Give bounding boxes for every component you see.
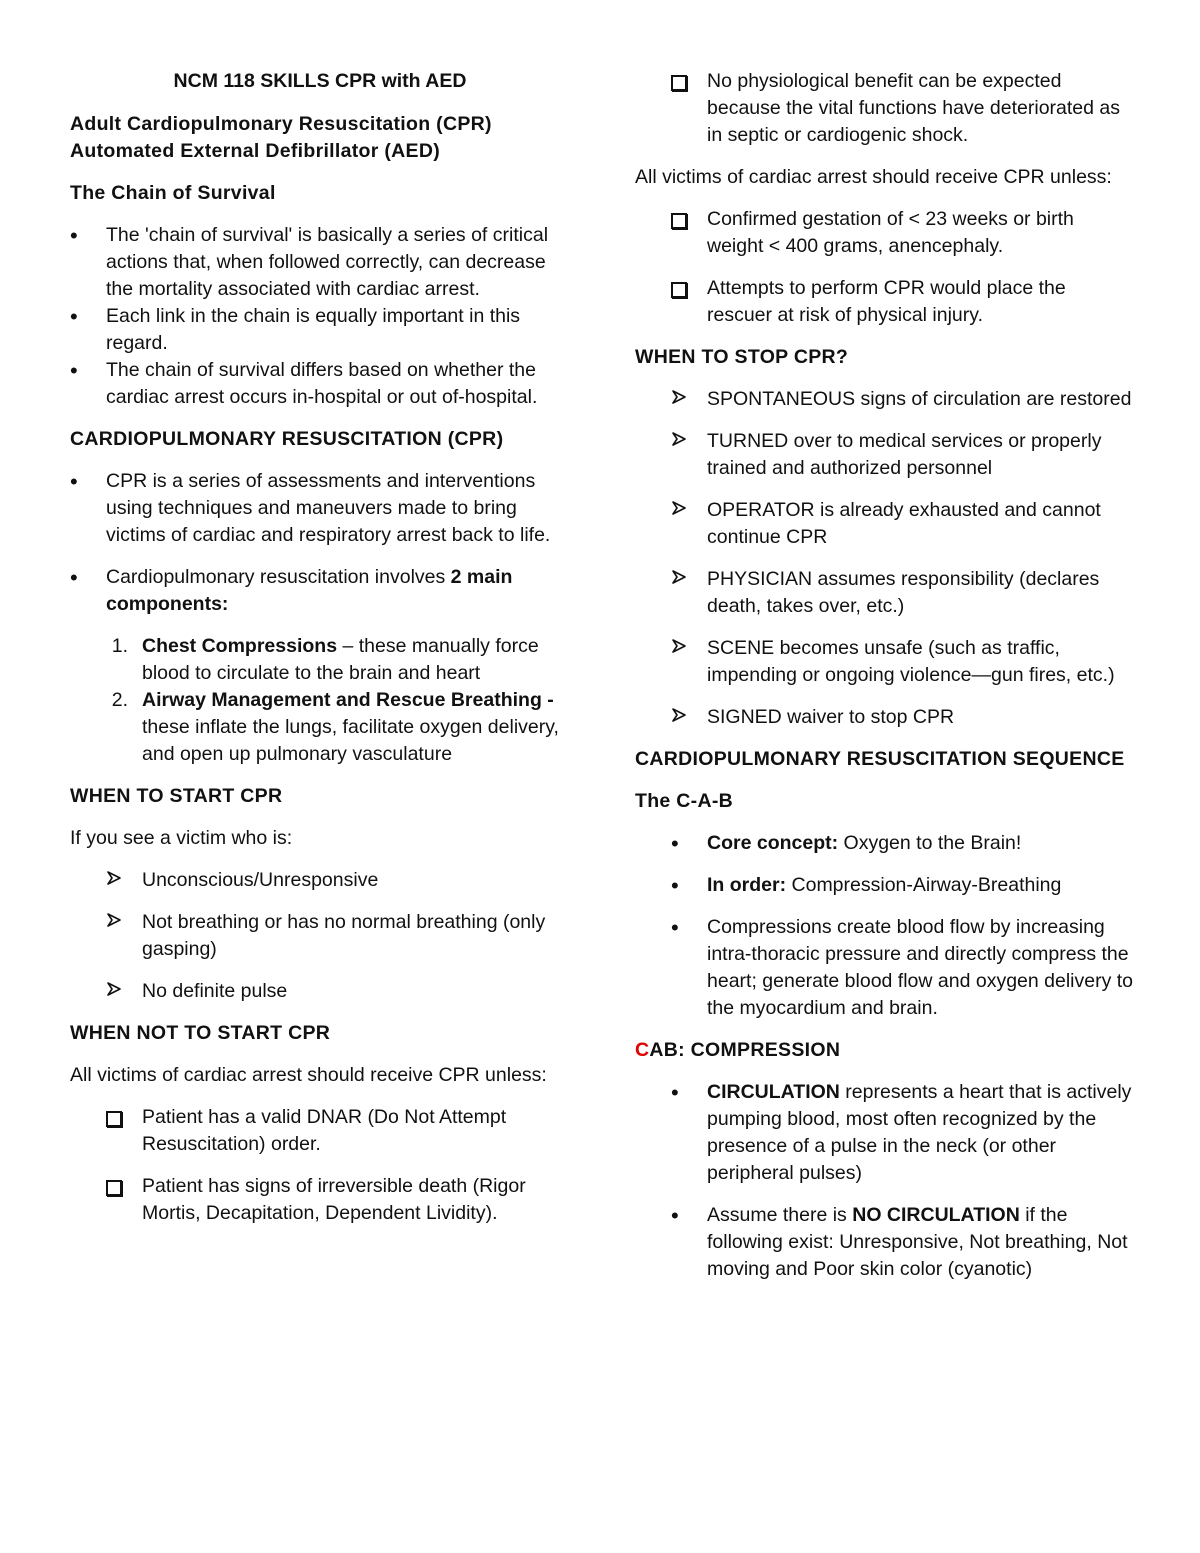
arrow-icon (106, 867, 134, 894)
list-item: No definite pulse (106, 978, 570, 1005)
checkbox-icon (671, 275, 699, 306)
subtitle-aed: Automated External Defibrillator (AED) (70, 140, 441, 162)
list-item: Not breathing or has no normal breathing (only gasping) (106, 909, 570, 963)
right-column (635, 68, 1135, 1283)
bullet-icon (70, 357, 98, 386)
list-item: • Cardiopulmonary resuscitation involves 2 main components: (70, 564, 570, 618)
list-item: • Each link in the chain is equally important in this regard. (70, 303, 570, 357)
list-item: Unconscious/Unresponsive (106, 867, 570, 894)
checkbox-icon (106, 1173, 134, 1204)
not-start-intro-2: All victims of cardiac arrest should receive CPR unless: (635, 166, 1112, 188)
list-item: 2. Airway Management and Rescue Breathing - these inflate the lungs, facilitate oxygen delivery, and open up pulmonary vasculature (111, 689, 559, 765)
arrow-icon (671, 635, 699, 662)
arrow-icon (671, 428, 699, 455)
arrow-icon (106, 978, 134, 1005)
list-item: • Core concept: Oxygen to the Brain! (671, 830, 1135, 857)
list-item: Patient has a valid DNAR (Do Not Attempt Resuscitation) order. (106, 1104, 570, 1158)
bullet-icon (671, 914, 699, 943)
bullet-icon (671, 1202, 699, 1231)
arrow-icon (671, 497, 699, 524)
bullet-icon (671, 1079, 699, 1108)
list-item: Patient has signs of irreversible death (Rigor Mortis, Decapitation, Dependent Lividity). (106, 1173, 570, 1227)
bullet-icon (671, 830, 699, 859)
arrow-icon (671, 386, 699, 413)
arrow-icon (671, 566, 699, 593)
list-item: TURNED over to medical services or properly trained and authorized personnel (671, 428, 1135, 482)
cpr-heading: CARDIOPULMONARY RESUSCITATION (CPR) (70, 428, 504, 450)
list-item: SCENE becomes unsafe (such as traffic, impending or ongoing violence—gun fires, etc.) (671, 635, 1135, 689)
left-column (70, 68, 570, 1227)
list-item: • The chain of survival differs based on whether the cardiac arrest occurs in-hospital or out of-hospital. (70, 357, 570, 411)
document-title: NCM 118 SKILLS CPR with AED (173, 70, 467, 92)
list-item: • CIRCULATION represents a heart that is actively pumping blood, most often recognized by the presence of a pulse in the neck (or other peripheral pulses) (671, 1079, 1135, 1187)
start-heading: WHEN TO START CPR (70, 785, 283, 807)
start-intro: If you see a victim who is: (70, 827, 293, 849)
bullet-icon (70, 468, 98, 497)
subtitle-cpr: Adult Cardiopulmonary Resuscitation (CPR) (70, 113, 492, 135)
stop-heading: WHEN TO STOP CPR? (635, 346, 849, 368)
list-item: No physiological benefit can be expected because the vital functions have deteriorated as in septic or cardiogenic shock. (671, 68, 1135, 149)
sequence-heading: CARDIOPULMONARY RESUSCITATION SEQUENCE (635, 748, 1125, 770)
list-item: • CPR is a series of assessments and interventions using techniques and maneuvers made to bring victims of cardiac and respiratory arrest back to life. (70, 468, 570, 549)
list-item: SIGNED waiver to stop CPR (671, 704, 1135, 731)
bullet-icon (671, 872, 699, 901)
list-item: PHYSICIAN assumes responsibility (declares death, takes over, etc.) (671, 566, 1135, 620)
bullet-icon (70, 564, 98, 593)
checkbox-icon (671, 206, 699, 237)
arrow-icon (106, 909, 134, 936)
chain-heading: The Chain of Survival (70, 182, 276, 204)
not-start-heading: WHEN NOT TO START CPR (70, 1022, 331, 1044)
list-item: 1. Chest Compressions – these manually force blood to circulate to the brain and heart (111, 635, 539, 684)
list-item: OPERATOR is already exhausted and cannot continue CPR (671, 497, 1135, 551)
not-start-intro: All victims of cardiac arrest should receive CPR unless: (70, 1064, 547, 1086)
list-item: • Assume there is NO CIRCULATION if the following exist: Unresponsive, Not breathing, Not moving and Poor skin color (cyanotic) (671, 1202, 1135, 1283)
cab-subheading: The C-A-B (635, 790, 734, 812)
list-item: • The 'chain of survival' is basically a series of critical actions that, when followed correctly, can decrease the mortality associated with cardiac arrest. (70, 222, 570, 303)
list-item: • Compressions create blood flow by increasing intra-thoracic pressure and directly compress the heart; generate blood flow and oxygen delivery to the myocardium and brain. (671, 914, 1135, 1022)
cab-compression-heading: CAB: COMPRESSION (635, 1039, 841, 1061)
list-item: • In order: Compression-Airway-Breathing (671, 872, 1135, 899)
arrow-icon (671, 704, 699, 731)
bullet-icon (70, 222, 98, 251)
checkbox-icon (671, 68, 699, 99)
list-item: Confirmed gestation of < 23 weeks or birth weight < 400 grams, anencephaly. (671, 206, 1135, 260)
checkbox-icon (106, 1104, 134, 1135)
bullet-icon (70, 303, 98, 332)
list-item: Attempts to perform CPR would place the rescuer at risk of physical injury. (671, 275, 1135, 329)
list-item: SPONTANEOUS signs of circulation are restored (671, 386, 1135, 413)
